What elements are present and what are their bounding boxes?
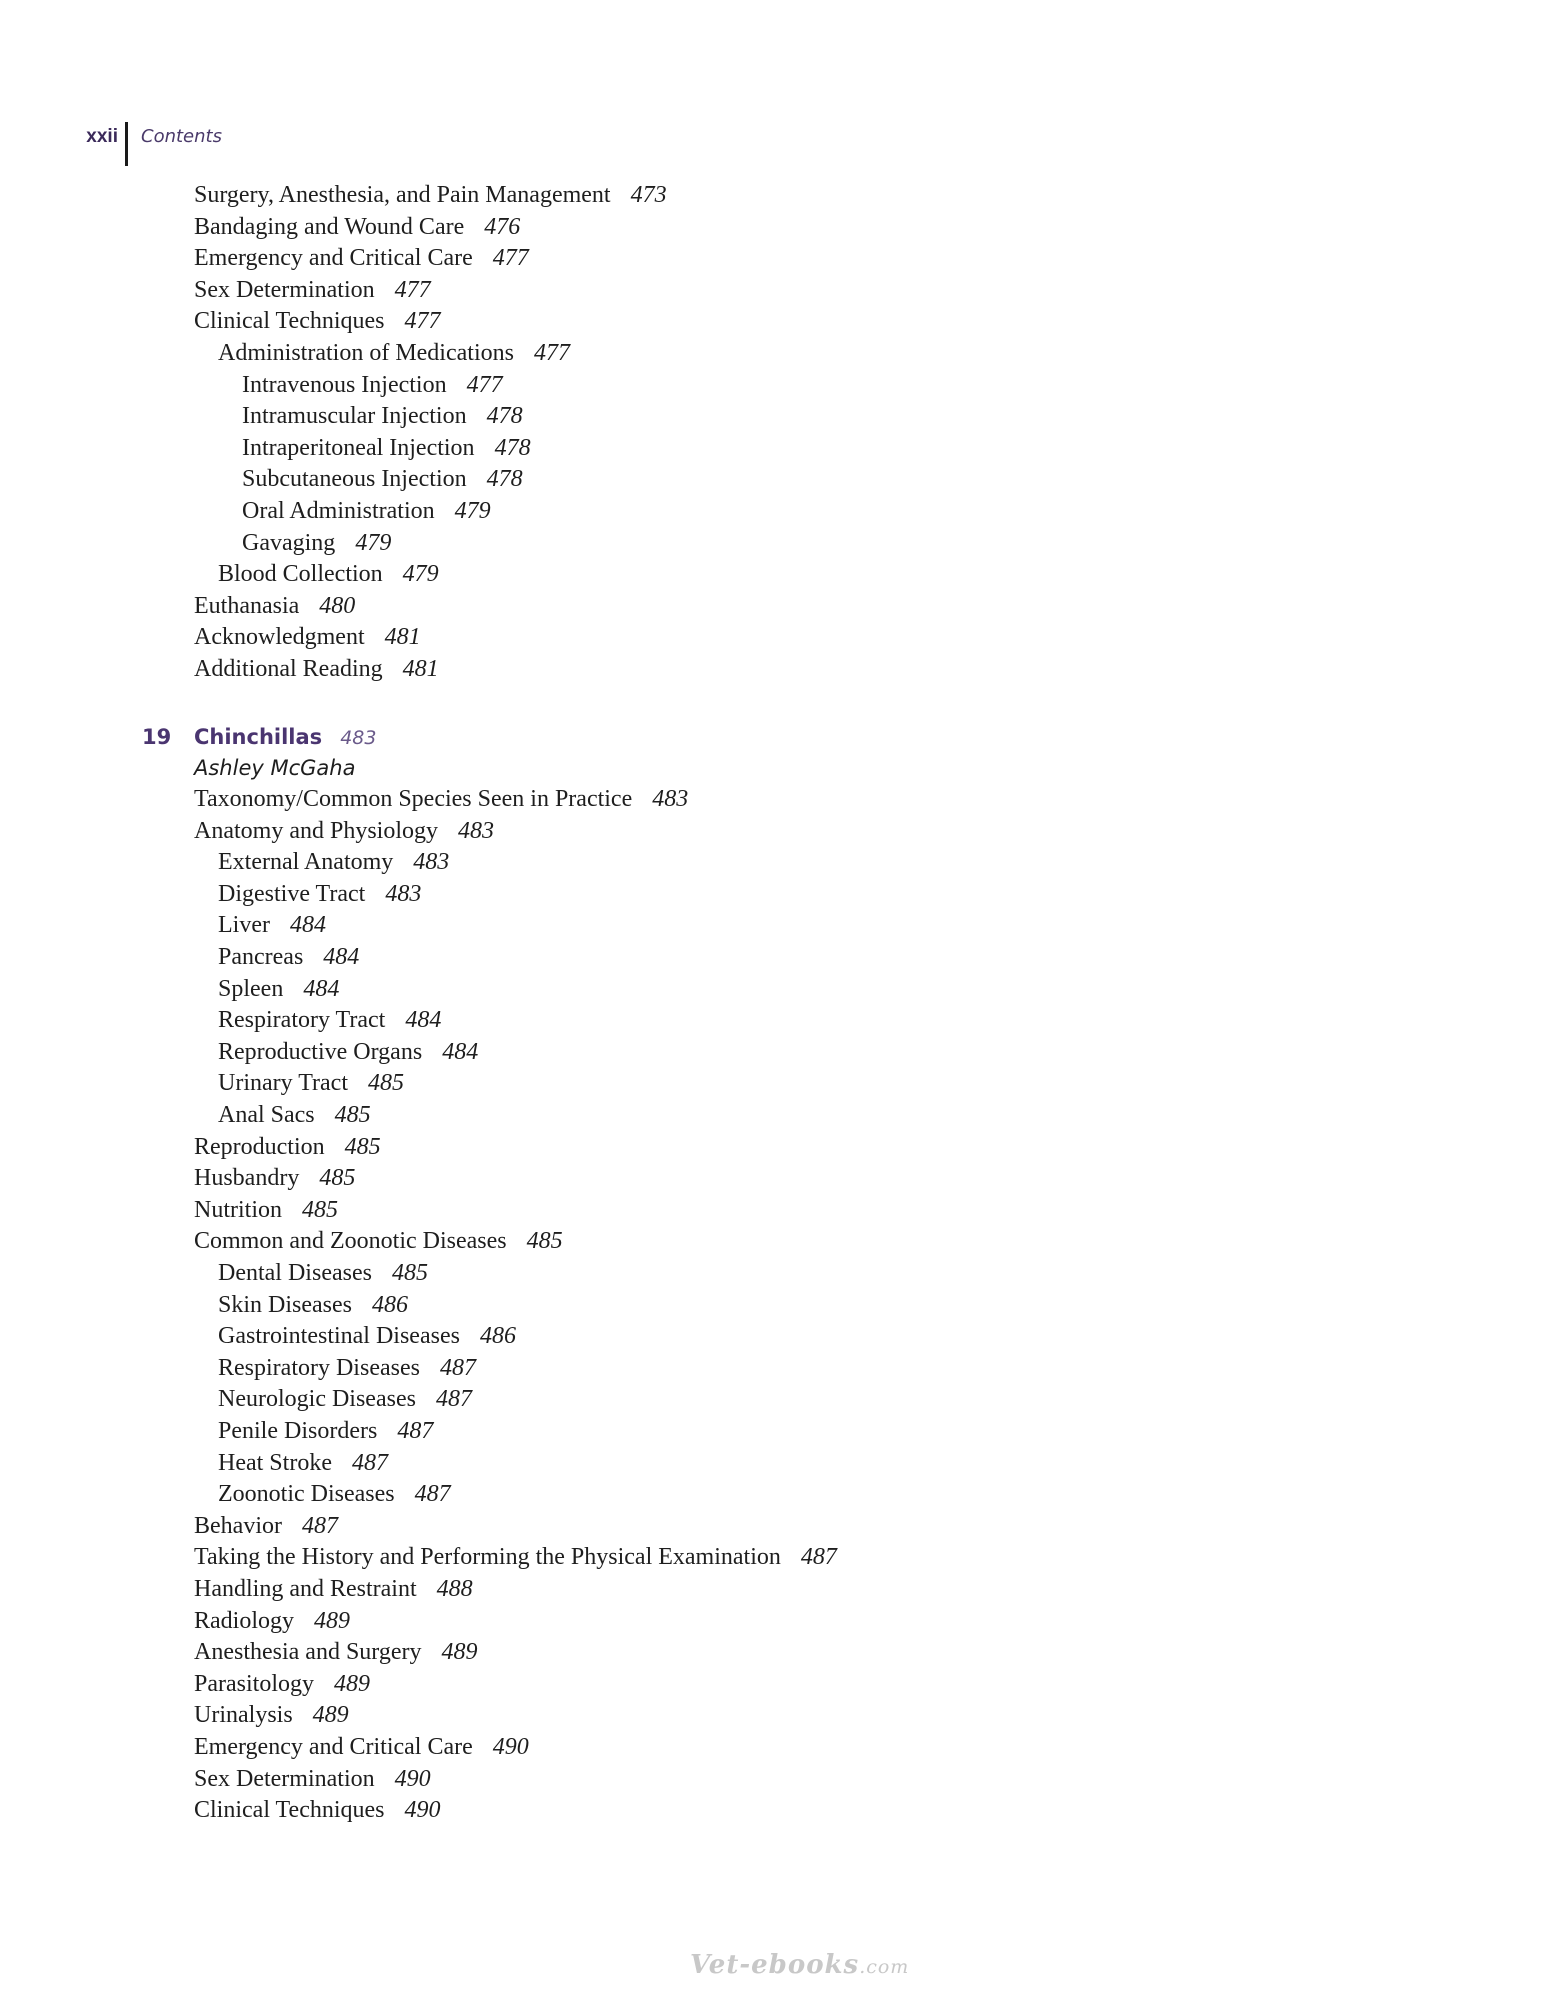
toc-entry-page: 477	[404, 308, 441, 335]
toc-entry[interactable]	[218, 1383, 472, 1415]
toc-entry-page: 489	[334, 1670, 370, 1697]
toc-entry-title: Surgery, Anesthesia, and Pain Management	[194, 182, 611, 208]
chapter-author: Ashley McGaha	[194, 756, 356, 780]
toc-entry-title: Pancreas	[218, 944, 304, 970]
toc-entry[interactable]	[194, 1636, 478, 1668]
toc-entry-title: Respiratory Tract	[218, 1007, 386, 1034]
toc-entry-page: 485	[391, 1260, 428, 1286]
toc-entry-title: Euthanasia	[194, 592, 300, 619]
toc-entry-page: 479	[402, 561, 439, 588]
toc-entry-title: Blood Collection	[218, 561, 383, 588]
toc-entry-page: 488	[436, 1576, 473, 1602]
toc-entry[interactable]	[218, 973, 339, 1005]
toc-entry-title: Taking the History and Performing the Physical Examination	[194, 1544, 781, 1571]
toc-entry[interactable]	[194, 1510, 338, 1542]
toc-entry-title: Nutrition	[194, 1196, 282, 1223]
toc-entry-title: Intravenous Injection	[242, 371, 447, 398]
toc-entry-title: Handling and Restraint	[194, 1576, 417, 1602]
toc-entry[interactable]	[242, 495, 491, 527]
toc-entry-title: Penile Disorders	[218, 1418, 378, 1444]
toc-entry-title: Digestive Tract	[218, 880, 366, 907]
toc-entry[interactable]	[218, 1289, 408, 1321]
header-divider	[125, 122, 128, 166]
toc-entry[interactable]	[194, 815, 494, 847]
toc-entry-page: 480	[319, 592, 356, 619]
toc-entry-title: Clinical Techniques	[194, 1797, 385, 1824]
toc-entry-page: 490	[394, 1765, 431, 1792]
page-number: xxii	[86, 126, 118, 147]
watermark-suffix: .com	[859, 1956, 910, 1978]
toc-entry-title: Subcutaneous Injection	[242, 466, 467, 493]
toc-entry-title: Emergency and Critical Care	[194, 1734, 473, 1760]
toc-entry-title: Sex Determination	[194, 276, 375, 303]
toc-entry[interactable]	[218, 1478, 451, 1510]
toc-entry-title: Emergency and Critical Care	[194, 245, 473, 272]
toc-entry[interactable]	[218, 1320, 516, 1352]
toc-entry-title: Neurologic Diseases	[218, 1386, 416, 1413]
toc-entry-title: Intramuscular Injection	[242, 403, 467, 430]
toc-entry[interactable]	[218, 878, 421, 910]
toc-entry[interactable]	[242, 432, 531, 464]
toc-entry-title: Administration of Medications	[218, 340, 514, 366]
toc-entry-title: Gastrointestinal Diseases	[218, 1323, 460, 1350]
toc-entry-title: Taxonomy/Common Species Seen in Practice	[194, 786, 633, 812]
toc-entry[interactable]	[194, 1668, 370, 1700]
toc-entry-title: Behavior	[194, 1512, 282, 1539]
toc-entry-page: 477	[394, 276, 431, 303]
toc-entry-title: Liver	[218, 912, 270, 939]
toc-entry[interactable]	[194, 621, 421, 653]
chapter-page: 483	[340, 727, 377, 749]
watermark-logo	[690, 1950, 909, 1980]
toc-entry-title: Respiratory Diseases	[218, 1354, 420, 1381]
toc-entry[interactable]	[194, 1194, 338, 1226]
toc-entry-page: 476	[484, 213, 521, 240]
toc-entry[interactable]	[194, 1605, 350, 1637]
toc-entry-page: 483	[385, 880, 422, 907]
toc-entry-page: 479	[355, 529, 392, 556]
toc-entry-page: 489	[314, 1607, 350, 1634]
running-title: Contents	[141, 126, 222, 147]
toc-entry-page: 478	[486, 466, 523, 493]
toc-entry-title: Oral Administration	[242, 498, 435, 524]
toc-entry-page: 484	[442, 1038, 479, 1065]
toc-entry-title: Zoonotic Diseases	[218, 1481, 395, 1508]
toc-entry-page: 487	[301, 1512, 338, 1539]
toc-entry[interactable]	[194, 305, 441, 337]
toc-entry-title: External Anatomy	[218, 849, 394, 876]
toc-entry[interactable]	[194, 1699, 349, 1731]
toc-entry-page: 478	[494, 434, 531, 461]
toc-entry-page: 486	[372, 1291, 408, 1318]
toc-entry-title: Skin Diseases	[218, 1291, 352, 1318]
toc-entry-title: Parasitology	[194, 1670, 314, 1697]
toc-entry-page: 483	[458, 817, 494, 844]
toc-entry-page: 487	[435, 1386, 472, 1413]
toc-entry[interactable]	[218, 846, 449, 878]
toc-entry[interactable]	[218, 1099, 371, 1131]
toc-entry-page: 473	[630, 182, 667, 208]
toc-entry-title: Anal Sacs	[218, 1102, 315, 1128]
toc-entry-title: Heat Stroke	[218, 1449, 332, 1476]
toc-entry[interactable]	[194, 1763, 431, 1795]
toc-entry-title: Radiology	[194, 1607, 294, 1634]
toc-entry-page: 484	[323, 944, 360, 970]
toc-entry[interactable]	[194, 211, 520, 243]
toc-entry-page: 487	[439, 1354, 476, 1381]
toc-entry[interactable]	[194, 1162, 355, 1194]
chapter-number: 19	[142, 725, 172, 749]
toc-entry-page: 485	[367, 1070, 404, 1097]
toc-entry[interactable]	[218, 1447, 388, 1479]
toc-entry[interactable]	[194, 653, 439, 685]
toc-entry-title: Husbandry	[194, 1165, 300, 1192]
toc-entry-title: Urinalysis	[194, 1702, 293, 1729]
toc-entry-title: Anesthesia and Surgery	[194, 1639, 422, 1666]
toc-entry[interactable]	[242, 463, 523, 495]
toc-entry-title: Acknowledgment	[194, 624, 365, 651]
toc-entry[interactable]	[218, 558, 439, 590]
toc-entry[interactable]	[194, 1573, 473, 1605]
toc-entry-title: Anatomy and Physiology	[194, 817, 438, 844]
toc-entry-page: 484	[303, 975, 340, 1002]
toc-entry-page: 478	[486, 403, 523, 430]
toc-entry-page: 484	[289, 912, 326, 939]
toc-entry-page: 490	[404, 1797, 441, 1824]
toc-entry[interactable]	[194, 274, 431, 306]
toc-entry-title: Urinary Tract	[218, 1070, 348, 1097]
toc-entry[interactable]	[218, 1415, 433, 1447]
toc-entry[interactable]	[194, 179, 667, 211]
chapter-title: Chinchillas	[194, 725, 323, 749]
toc-entry-page: 485	[526, 1228, 563, 1255]
watermark-text: Vet-ebooks	[690, 1950, 860, 1980]
toc-entry-page: 481	[384, 624, 421, 651]
toc-entry-page: 487	[414, 1481, 451, 1508]
toc-entry[interactable]	[218, 1352, 476, 1384]
toc-entry[interactable]	[218, 909, 326, 941]
toc-entry-page: 487	[397, 1418, 434, 1444]
toc-entry[interactable]	[194, 1225, 563, 1257]
toc-entry-title: Gavaging	[242, 529, 336, 556]
toc-entry[interactable]	[194, 1131, 381, 1163]
toc-entry-page: 477	[466, 371, 503, 398]
toc-entry[interactable]	[218, 1067, 404, 1099]
toc-entry-title: Reproduction	[194, 1133, 325, 1160]
toc-entry-title: Intraperitoneal Injection	[242, 434, 475, 461]
toc-entry[interactable]	[242, 527, 391, 559]
toc-entry[interactable]	[194, 1541, 837, 1573]
toc-entry[interactable]	[218, 337, 570, 369]
toc-entry-page: 486	[479, 1323, 516, 1350]
toc-entry[interactable]	[194, 783, 688, 815]
toc-entry[interactable]	[218, 1036, 478, 1068]
toc-entry-page: 489	[441, 1639, 478, 1666]
toc-entry[interactable]	[194, 1731, 529, 1763]
toc-entry-title: Bandaging and Wound Care	[194, 213, 465, 240]
toc-entry-page: 477	[533, 340, 570, 366]
toc-entry-page: 489	[312, 1702, 349, 1729]
toc-entry-page: 485	[319, 1165, 356, 1192]
toc-entry-page: 487	[351, 1449, 388, 1476]
toc-entry-page: 490	[492, 1734, 529, 1760]
toc-entry-page: 481	[402, 656, 439, 682]
chapter-heading	[194, 721, 376, 753]
toc-entry-title: Dental Diseases	[218, 1260, 372, 1286]
toc-entry[interactable]	[218, 1257, 428, 1289]
toc-entry-page: 485	[344, 1133, 381, 1160]
toc-entry[interactable]	[242, 369, 503, 401]
toc-entry-page: 484	[405, 1007, 442, 1034]
toc-entry[interactable]	[194, 590, 355, 622]
toc-entry-page: 485	[302, 1196, 338, 1223]
toc-entry-title: Sex Determination	[194, 1765, 375, 1792]
toc-entry[interactable]	[218, 941, 359, 973]
toc-entry-page: 483	[652, 786, 689, 812]
toc-entry-title: Additional Reading	[194, 656, 383, 682]
toc-entry-title: Reproductive Organs	[218, 1038, 423, 1065]
toc-entry[interactable]	[242, 400, 523, 432]
toc-entry-page: 485	[334, 1102, 371, 1128]
toc-entry-page: 477	[492, 245, 529, 272]
toc-entry-title: Clinical Techniques	[194, 308, 385, 335]
toc-entry-page: 479	[454, 498, 491, 524]
toc-entry[interactable]	[194, 242, 529, 274]
toc-entry-title: Spleen	[218, 975, 284, 1002]
toc-entry[interactable]	[194, 1794, 441, 1826]
toc-entry[interactable]	[218, 1004, 441, 1036]
toc-entry-page: 483	[413, 849, 450, 876]
toc-entry-page: 487	[800, 1544, 837, 1571]
toc-entry-title: Common and Zoonotic Diseases	[194, 1228, 507, 1255]
